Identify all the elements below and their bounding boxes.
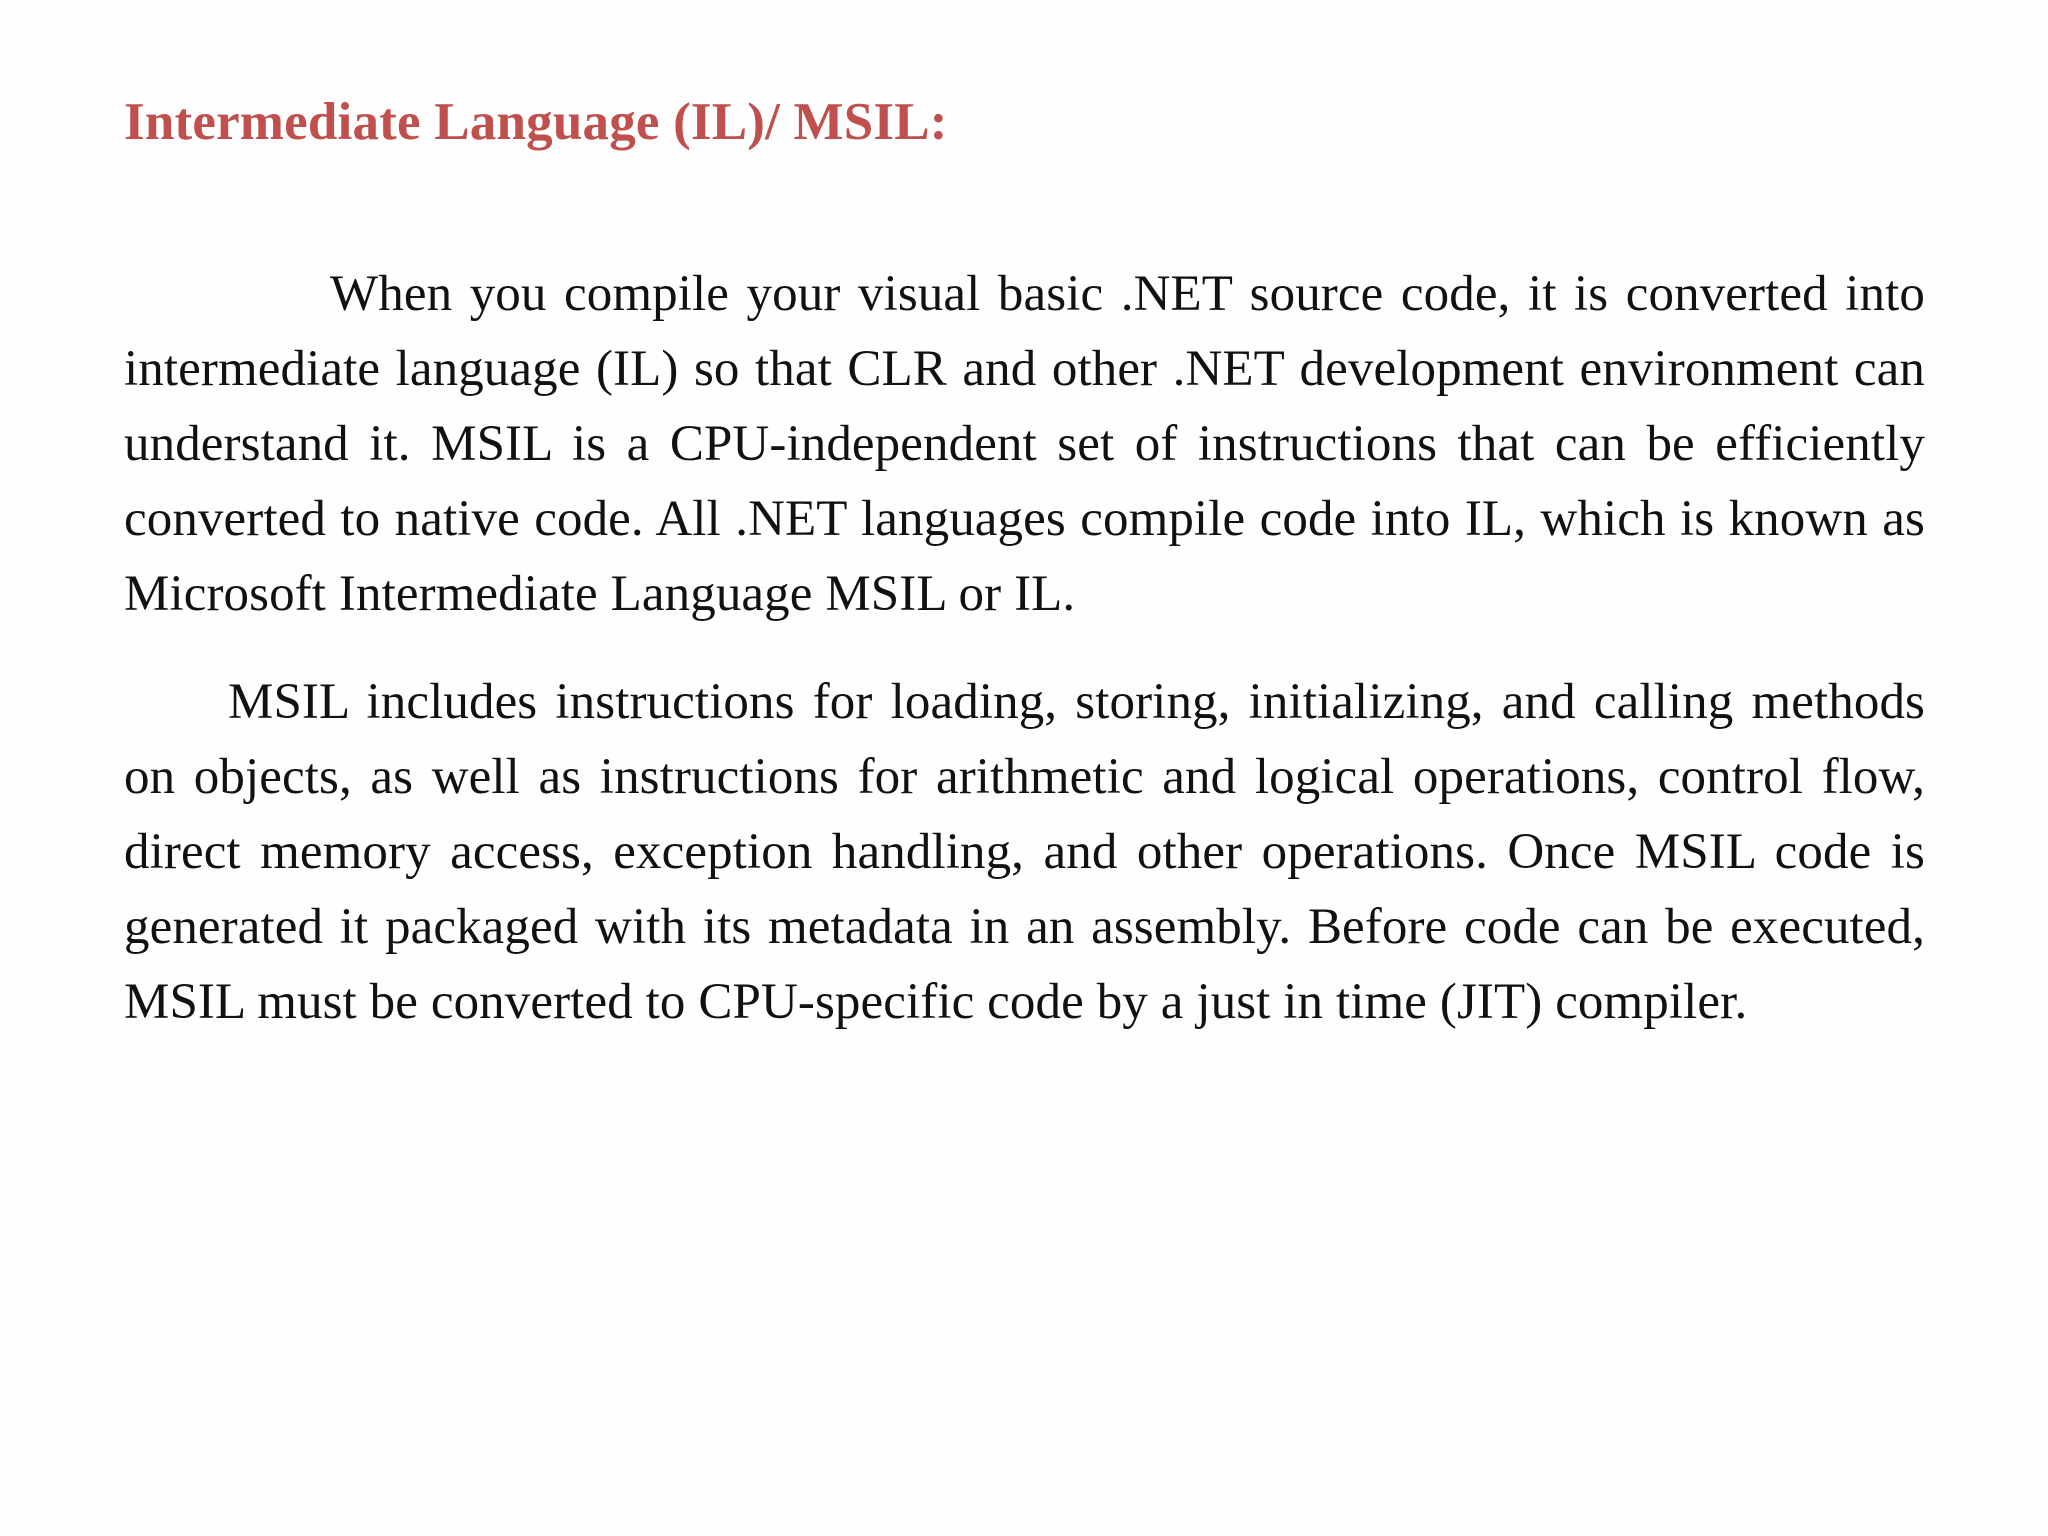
paragraph-compilation: When you compile your visual basic .NET source code, it is converted into intermediate language (IL) so that CLR and other .NET development environment can understand it. MSIL is a CPU-independent set of instructions that can be efficiently converted to native code. All .NET languages compile code into IL, which is known as Microsoft Intermediate Language MSIL or IL.: [124, 266, 1925, 622]
paragraph-msil-instructions: MSIL includes instructions for loading, storing, initializing, and calling methods on objects, as well as instructions for arithmetic and logical operations, control flow, direct memory access, exception handling, and other operations. Once MSIL code is generated it packaged with its metadata in an assembly. Before code can be executed, MSIL must be converted to CPU-specific code by a just in time (JIT) compiler.: [124, 674, 1925, 1030]
section-heading: Intermediate Language (IL)/ MSIL:: [124, 93, 948, 151]
